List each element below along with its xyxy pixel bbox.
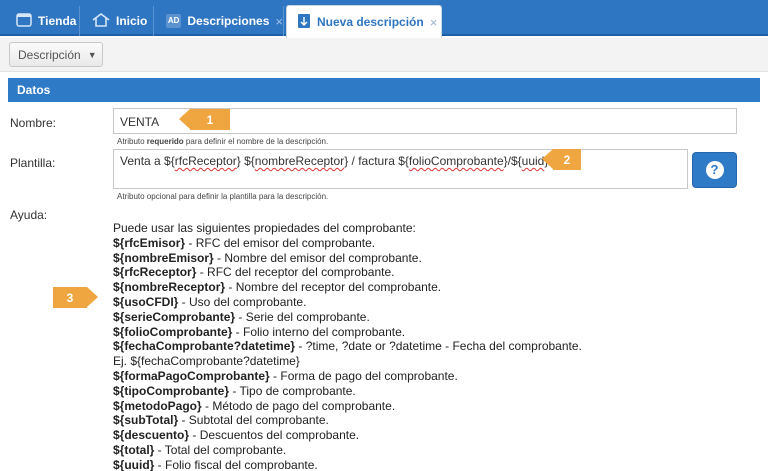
ayuda-intro: Puede usar las siguientes propiedades del comprobante: [113, 221, 416, 235]
property-description: - Uso del comprobante. [178, 294, 307, 309]
question-icon: ? [706, 161, 724, 179]
tab-label: Tienda [38, 14, 77, 28]
property-key: ${nombreReceptor} [113, 280, 226, 295]
ayuda-property-item [113, 369, 673, 384]
dropdown-label: Descripción [18, 47, 81, 62]
ayuda-property-item [113, 413, 673, 428]
ayuda-property-item [113, 458, 673, 471]
plantilla-hint: Atributo opcional para definir la plantilla para la descripción. [117, 192, 329, 201]
property-key: ${rfcEmisor} [113, 235, 186, 250]
property-description: - Nombre del emisor del comprobante. [213, 250, 422, 265]
close-icon[interactable]: × [275, 13, 283, 29]
home-icon [92, 13, 110, 30]
tab-descripciones[interactable] [156, 6, 284, 36]
ayuda-property-item [113, 354, 673, 369]
document-icon [297, 13, 311, 32]
ayuda-property-list [113, 236, 673, 471]
nombre-hint: Atributo requerido para definir el nombre de la descripción. [117, 137, 329, 146]
ayuda-help-text [113, 221, 673, 471]
ayuda-property-item [113, 443, 673, 458]
property-key: ${descuento} [113, 428, 190, 443]
property-description: - Descuentos del comprobante. [189, 428, 360, 443]
tab-bar [0, 0, 768, 36]
tab-inicio[interactable] [82, 6, 154, 36]
property-description: - Subtotal del comprobante. [178, 413, 329, 428]
ayuda-property-item [113, 428, 673, 443]
property-description: - Nombre del receptor del comprobante. [225, 280, 442, 295]
ayuda-property-item [113, 280, 673, 295]
property-description: - ?time, ?date or ?datetime - Fecha del comprobante. [295, 339, 582, 354]
ad-badge-icon: AD [166, 14, 181, 28]
ayuda-property-item [113, 325, 673, 340]
property-description: - Método de pago del comprobante. [201, 398, 396, 413]
ayuda-property-item [113, 399, 673, 414]
property-description: - Folio fiscal del comprobante. [154, 457, 318, 471]
tab-label: Descripciones [187, 14, 270, 28]
property-key: ${subTotal} [113, 413, 179, 428]
property-key: ${formaPagoComprobante} [113, 368, 270, 383]
property-description: - Serie del comprobante. [235, 309, 370, 324]
plantilla-label: Plantilla: [10, 156, 56, 170]
tab-tienda[interactable] [6, 6, 80, 36]
tab-nueva-descripcion[interactable] [286, 5, 442, 38]
descripcion-dropdown-button[interactable] [9, 42, 103, 67]
ayuda-property-item [113, 295, 673, 310]
plantilla-textarea[interactable] [113, 149, 688, 189]
plantilla-value: Venta a ${rfcReceptor} ${nombreReceptor} / factura ${folioComprobante}/${uuid [120, 154, 545, 168]
panel-title: Datos [8, 78, 760, 102]
tab-label: Inicio [116, 14, 148, 28]
tab-label: Nueva descripción [317, 15, 424, 29]
ayuda-property-item [113, 251, 673, 266]
nombre-label: Nombre: [10, 116, 57, 130]
property-description: - Tipo de comprobante. [229, 383, 356, 398]
store-icon [16, 13, 32, 30]
property-description: Ej. ${fechaComprobante?datetime} [113, 354, 300, 369]
property-key: ${total} [113, 442, 155, 457]
callout-2: 2 [553, 149, 581, 170]
property-description: - Folio interno del comprobante. [232, 324, 406, 339]
toolbar [0, 38, 768, 72]
ayuda-property-item [113, 265, 673, 280]
property-key: ${folioComprobante} [113, 324, 233, 339]
ayuda-property-item [113, 339, 673, 354]
property-description: - RFC del emisor del comprobante. [185, 235, 376, 250]
property-description: - Forma de pago del comprobante. [269, 368, 458, 383]
ayuda-label: Ayuda: [10, 208, 48, 222]
help-button[interactable] [692, 152, 737, 188]
property-key: ${usoCFDI} [113, 294, 179, 309]
caret-down-icon: ▼ [87, 49, 97, 60]
ayuda-property-item [113, 384, 673, 399]
property-key: ${rfcReceptor} [113, 265, 197, 280]
callout-1: 1 [190, 109, 230, 130]
property-key: ${nombreEmisor} [113, 250, 214, 265]
property-key: ${fechaComprobante?datetime} [113, 339, 296, 354]
nombre-value: VENTA [120, 115, 160, 129]
property-key: ${serieComprobante} [113, 309, 236, 324]
property-key: ${uuid} [113, 457, 155, 471]
ayuda-property-item [113, 236, 673, 251]
property-description: - Total del comprobante. [154, 442, 287, 457]
property-description: - RFC del receptor del comprobante. [196, 265, 395, 280]
close-icon[interactable]: × [429, 14, 438, 30]
ayuda-property-item [113, 310, 673, 325]
property-key: ${metodoPago} [113, 398, 202, 413]
property-key: ${tipoComprobante} [113, 383, 230, 398]
callout-3: 3 [53, 287, 87, 308]
